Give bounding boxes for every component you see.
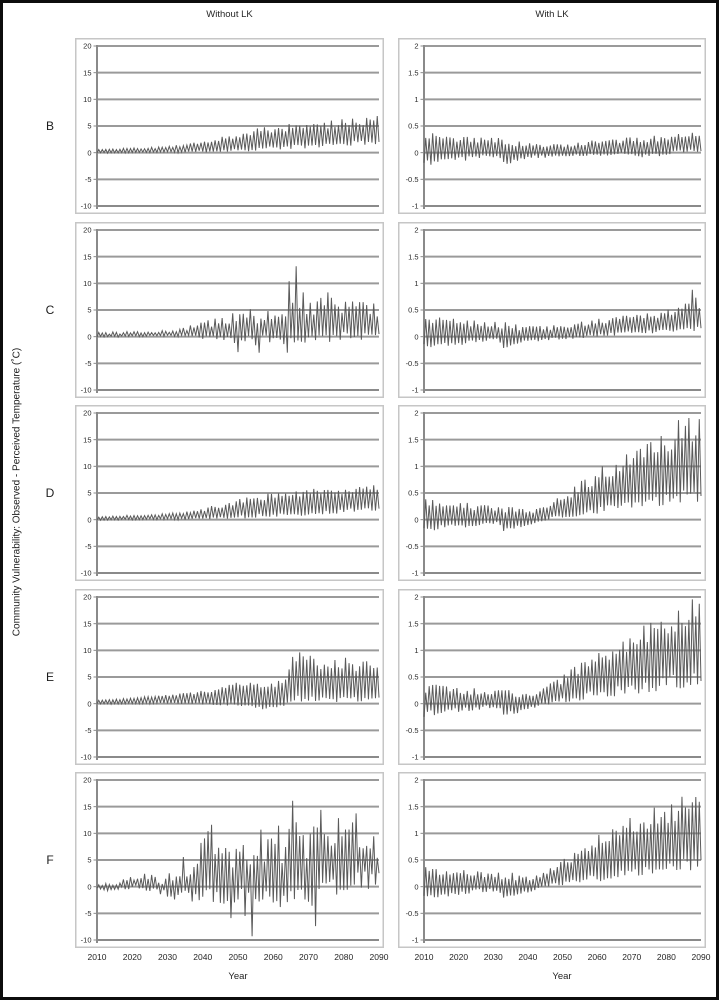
y-tick-label: 2 — [414, 225, 419, 235]
x-tick-label: 2050 — [228, 952, 248, 962]
chart-panel-e-with-lk — [398, 589, 706, 765]
x-tick-label: 2020 — [122, 952, 142, 962]
y-tick-label: 15 — [83, 68, 92, 78]
x-tick-label: 2010 — [414, 952, 434, 962]
y-tick-label: 15 — [83, 618, 92, 628]
y-tick-label: 0.5 — [408, 305, 419, 315]
x-tick-label: 2070 — [299, 952, 318, 962]
row-label-d: D — [45, 486, 55, 500]
y-tick-label: 0 — [414, 882, 419, 892]
y-tick-label: 0 — [87, 698, 92, 708]
y-tick-label: 1 — [414, 278, 419, 288]
y-tick-label: 20 — [83, 592, 92, 602]
y-tick-label: 1.5 — [408, 802, 419, 812]
y-tick-label: 0 — [414, 515, 419, 525]
y-tick-label: -0.5 — [405, 174, 419, 184]
y-tick-label: -0.5 — [405, 358, 419, 368]
y-tick-label: -10 — [80, 385, 92, 395]
y-tick-label: -5 — [84, 174, 92, 184]
y-tick-label: 20 — [83, 775, 92, 785]
x-axis-title-without-lk: Year — [228, 971, 248, 982]
y-tick-label: 0 — [414, 698, 419, 708]
y-tick-label: 10 — [83, 94, 92, 104]
chart-svg-d-without-lk — [75, 405, 384, 581]
y-tick-label: 0.5 — [408, 121, 419, 131]
chart-panel-e-without-lk — [75, 589, 384, 765]
y-tick-label: 10 — [83, 828, 92, 838]
x-tick-label: 2090 — [691, 952, 711, 962]
x-tick-label: 2010 — [87, 952, 107, 962]
y-tick-label: -1 — [411, 935, 419, 945]
y-tick-label: 2 — [414, 408, 419, 418]
x-tick-label: 2080 — [656, 952, 676, 962]
y-tick-label: -1 — [411, 201, 419, 211]
y-tick-label: -5 — [84, 725, 92, 735]
row-label-e: E — [45, 670, 54, 684]
y-tick-label: 20 — [83, 408, 92, 418]
y-tick-label: 2 — [414, 775, 419, 785]
y-tick-label: 0 — [414, 331, 419, 341]
chart-svg-d-with-lk — [398, 405, 706, 581]
chart-panel-f-without-lk — [75, 772, 384, 948]
chart-panel-d-without-lk — [75, 405, 384, 581]
y-tick-label: -5 — [84, 358, 92, 368]
x-axis-title-with-lk: Year — [552, 971, 572, 982]
y-tick-label: 1.5 — [408, 68, 419, 78]
y-tick-label: 0 — [87, 148, 92, 158]
y-tick-label: 15 — [83, 251, 92, 261]
y-tick-label: 5 — [87, 488, 92, 498]
y-tick-label: -10 — [80, 935, 92, 945]
y-tick-label: 1.5 — [408, 618, 419, 628]
x-tick-label: 2060 — [587, 952, 607, 962]
y-tick-label: 1 — [414, 645, 419, 655]
y-tick-label: -5 — [84, 541, 92, 551]
chart-svg-c-with-lk — [398, 222, 706, 398]
chart-svg-f-with-lk — [398, 772, 706, 948]
y-tick-label: 1.5 — [408, 435, 419, 445]
y-tick-label: 1 — [414, 94, 419, 104]
y-tick-label: -1 — [411, 568, 419, 578]
y-tick-label: 5 — [87, 121, 92, 131]
chart-panel-b-with-lk — [398, 38, 706, 214]
y-tick-label: 0 — [87, 515, 92, 525]
y-tick-label: 5 — [87, 672, 92, 682]
y-tick-label: -1 — [411, 385, 419, 395]
x-tick-label: 2030 — [483, 952, 503, 962]
y-tick-label: -5 — [84, 908, 92, 918]
y-tick-label: 20 — [83, 225, 92, 235]
y-tick-label: -10 — [80, 568, 92, 578]
chart-panel-c-without-lk — [75, 222, 384, 398]
chart-svg-c-without-lk — [75, 222, 384, 398]
chart-svg-b-without-lk — [75, 38, 384, 214]
y-tick-label: 15 — [83, 435, 92, 445]
x-tick-label: 2030 — [158, 952, 177, 962]
y-tick-label: -0.5 — [405, 725, 419, 735]
y-tick-label: 2 — [414, 41, 419, 51]
column-header-with-lk: With LK — [535, 9, 569, 20]
y-tick-label: 20 — [83, 41, 92, 51]
x-tick-label: 2070 — [622, 952, 642, 962]
y-tick-label: 10 — [83, 278, 92, 288]
y-tick-label: 0 — [87, 882, 92, 892]
chart-panel-c-with-lk — [398, 222, 706, 398]
chart-panel-b-without-lk — [75, 38, 384, 214]
y-tick-label: 0.5 — [408, 855, 419, 865]
chart-svg-f-without-lk — [75, 772, 384, 948]
y-tick-label: -1 — [411, 752, 419, 762]
x-tick-label: 2020 — [449, 952, 469, 962]
chart-svg-e-with-lk — [398, 589, 706, 765]
column-header-without-lk: Without LK — [206, 9, 253, 20]
y-tick-label: 0.5 — [408, 672, 419, 682]
y-tick-label: 0 — [414, 148, 419, 158]
x-tick-label: 2040 — [193, 952, 213, 962]
y-tick-label: 1 — [414, 461, 419, 471]
x-tick-label: 2050 — [553, 952, 572, 962]
row-label-c: C — [45, 303, 55, 317]
chart-panel-d-with-lk — [398, 405, 706, 581]
y-tick-label: 0.5 — [408, 488, 419, 498]
y-tick-label: 15 — [83, 802, 92, 812]
y-tick-label: 1.5 — [408, 251, 419, 261]
x-tick-label: 2090 — [369, 952, 389, 962]
y-tick-label: -10 — [80, 201, 92, 211]
x-tick-label: 2040 — [518, 952, 538, 962]
row-label-f: F — [46, 853, 54, 867]
x-tick-label: 2080 — [334, 952, 354, 962]
x-axis-ticks — [0, 952, 719, 964]
y-tick-label: 2 — [414, 592, 419, 602]
y-tick-label: 1 — [414, 828, 419, 838]
y-tick-label: -10 — [80, 752, 92, 762]
y-tick-label: 5 — [87, 855, 92, 865]
chart-svg-e-without-lk — [75, 589, 384, 765]
row-label-b: B — [45, 119, 54, 133]
y-tick-label: -0.5 — [405, 908, 419, 918]
y-axis-title: Community Vulnerability: Observed - Perceived Temperature (˚C) — [11, 347, 23, 637]
y-tick-label: 0 — [87, 331, 92, 341]
y-tick-label: 5 — [87, 305, 92, 315]
y-tick-label: 10 — [83, 461, 92, 471]
chart-panel-f-with-lk — [398, 772, 706, 948]
y-tick-label: 10 — [83, 645, 92, 655]
chart-svg-b-with-lk — [398, 38, 706, 214]
x-tick-label: 2060 — [263, 952, 283, 962]
y-tick-label: -0.5 — [405, 541, 419, 551]
